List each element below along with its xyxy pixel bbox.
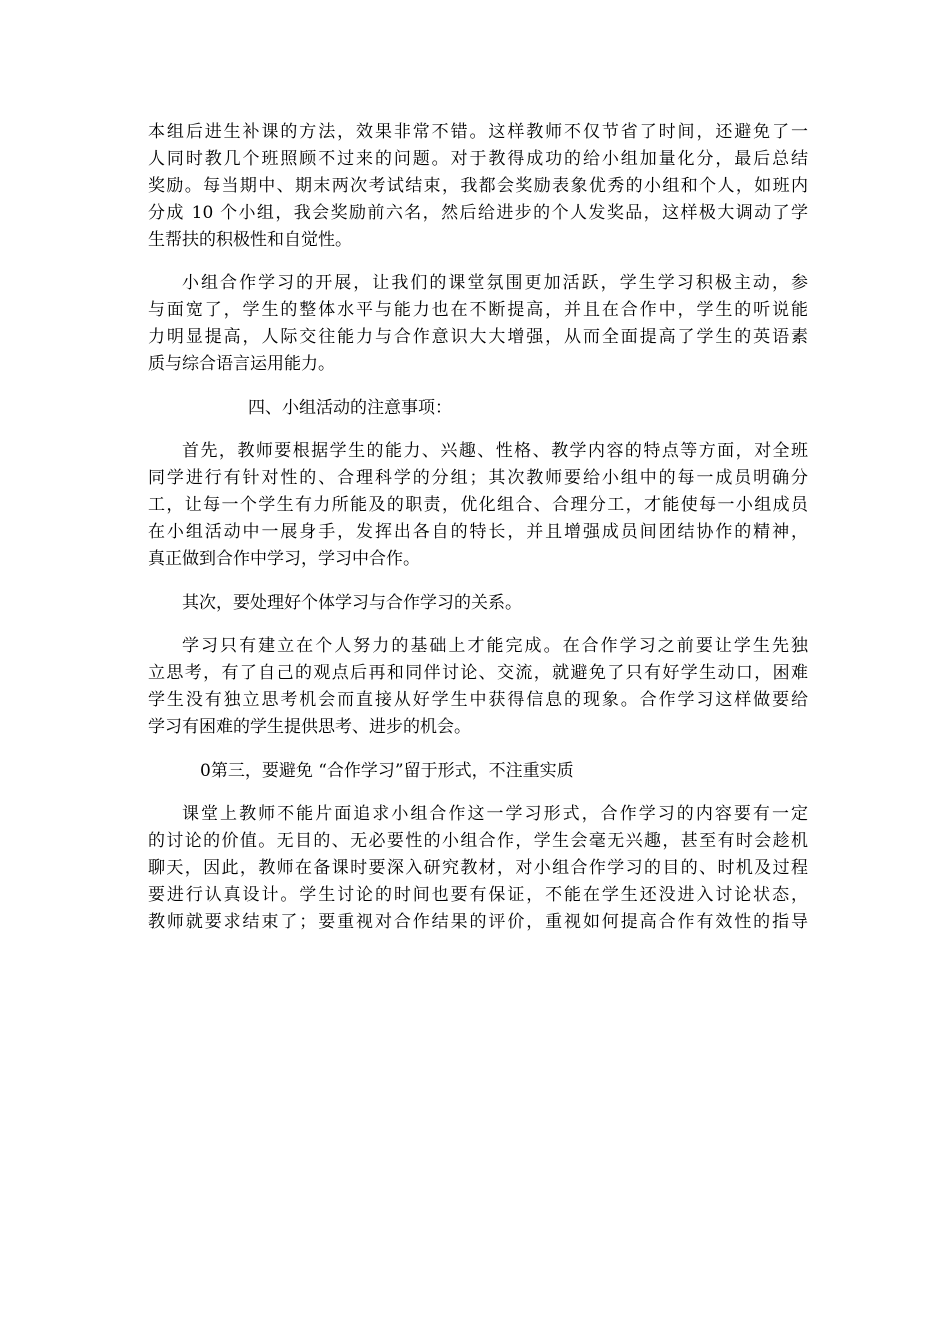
paragraph-1-line-1: 本组后进生补课的方法，效果非常不错。这样教师不仅节省了时间，还避免了一 [148,122,808,142]
paragraph-2-line-4: 质与综合语言运用能力。 [148,354,335,374]
paragraph-2-line-1: 小组合作学习的开展，让我们的课堂氛围更加活跃，学生学习积极主动，参 [182,273,808,293]
paragraph-5-line-3: 学生没有独立思考机会而直接从好学生中获得信息的现象。合作学习这样做要给 [148,690,808,710]
paragraph-1-line-2: 人同时教几个班照顾不过来的问题。对于教得成功的给小组加量化分，最后总结 [148,149,808,169]
paragraph-5-line-2: 立思考，有了自己的观点后再和同伴讨论、交流，就避免了只有好学生动口，困难 [148,663,808,683]
paragraph-6-line-1: 课堂上教师不能片面追求小组合作这一学习形式，合作学习的内容要有一定 [182,804,808,824]
paragraph-3-line-3: 工，让每一个学生有力所能及的职责，优化组合、合理分工，才能使每一小组成员 [148,495,808,515]
paragraph-1-line-5: 生帮扶的积极性和自觉性。 [148,230,352,250]
paragraph-6-line-3: 聊天，因此，教师在备课时要深入研究教材，对小组合作学习的目的、时机及过程 [148,858,808,878]
paragraph-5-line-1: 学习只有建立在个人努力的基础上才能完成。在合作学习之前要让学生先独 [182,636,808,656]
paragraph-3-line-1: 首先，教师要根据学生的能力、兴趣、性格、教学内容的特点等方面，对全班 [182,441,808,461]
paragraph-2-line-3: 力明显提高，人际交往能力与合作意识大大增强，从而全面提高了学生的英语素 [148,327,808,347]
section-heading: 四、小组活动的注意事项： [248,398,452,418]
paragraph-3-line-4: 在小组活动中一展身手，发挥出各自的特长，并且增强成员间团结协作的精神， [148,522,808,542]
paragraph-3-line-5: 真正做到合作中学习，学习中合作。 [148,549,420,569]
paragraph-6-line-5: 教师就要求结束了；要重视对合作结果的评价，重视如何提高合作有效性的指导 [148,912,808,932]
paragraph-4-line-1: 其次，要处理好个体学习与合作学习的关系。 [182,593,522,613]
paragraph-5-line-4: 学习有困难的学生提供思考、进步的机会。 [148,717,471,737]
paragraph-1-line-4: 分成 10 个小组，我会奖励前六名，然后给进步的个人发奖品，这样极大调动了学 [148,203,808,223]
paragraph-3-line-2: 同学进行有针对性的、合理科学的分组；其次教师要给小组中的每一成员明确分 [148,468,808,488]
subsection-heading: 0第三，要避免 “合作学习”留于形式，不注重实质 [200,761,574,781]
paragraph-6-line-4: 要进行认真设计。学生讨论的时间也要有保证，不能在学生还没进入讨论状态， [148,885,808,905]
paragraph-2-line-2: 与面宽了，学生的整体水平与能力也在不断提高，并且在合作中，学生的听说能 [148,300,808,320]
paragraph-6-line-2: 的讨论的价值。无目的、无必要性的小组合作，学生会毫无兴趣，甚至有时会趁机 [148,831,808,851]
paragraph-1-line-3: 奖励。每当期中、期末两次考试结束，我都会奖励表象优秀的小组和个人，如班内 [148,176,808,196]
